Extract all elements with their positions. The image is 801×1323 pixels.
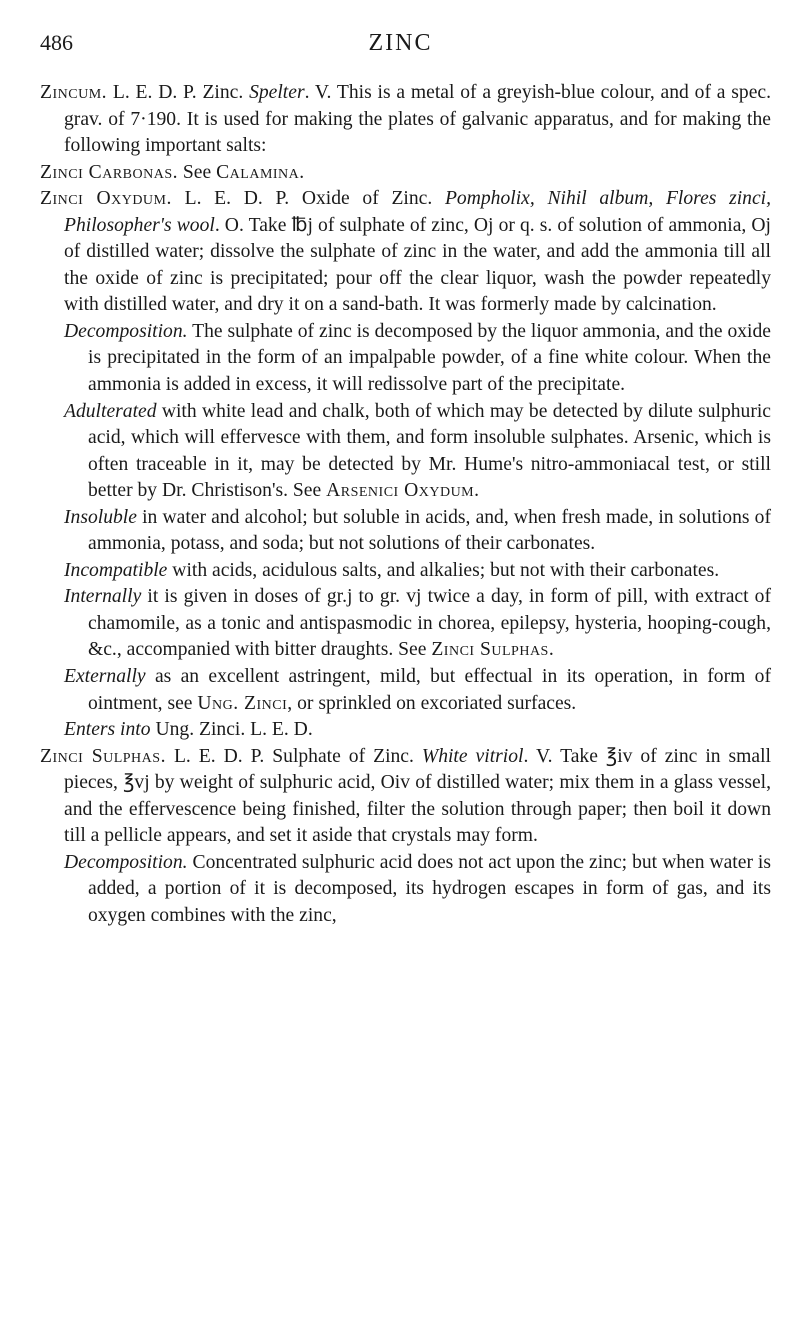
entry-term: Zincum.	[40, 82, 108, 103]
entry-synonym: Spelter	[249, 82, 305, 103]
entry-zinci-sulphas: Zinci Sulphas. L. E. D. P. Sulphate of Zinc. White vitriol. V. Take ℥iv of zinc in small pieces, ℥vj by weight of sulphuric acid, Oiv of distilled water; mix them in a glass vessel, and the effervescence being finished, filter the solution through paper; then boil it down till a pellicle appears, and set it aside that crystals may form.	[40, 745, 771, 847]
page-number: 486	[40, 30, 73, 55]
entry-term: Zinci Carbonas.	[40, 161, 179, 183]
subentry-label: Decomposition.	[64, 320, 188, 342]
entry-term: Zinci Sulphas.	[40, 745, 166, 767]
cross-reference: Zinci Sulphas.	[431, 639, 555, 661]
subentry-insoluble: Insoluble in water and alcohol; but soluble in acids, and, when fresh made, in solutions of ammonia, potass, and soda; but not solutions of their carbonates.	[64, 506, 771, 555]
subentry-label: Internally	[64, 586, 142, 608]
entry-term: Zinci Oxydum.	[40, 188, 172, 210]
subentry-enters-into: Enters into Ung. Zinci. L. E. D.	[64, 719, 313, 741]
subentry-label: Insoluble	[64, 506, 137, 528]
entry-zinci-oxydum: Zinci Oxydum. L. E. D. P. Oxide of Zinc. Pompholix, Nihil album, Flores zinci, Philosopher's wool. O. Take ℔j of sulphate of zinc, Oj or q. s. of solution of ammonia, Oj of distilled water; dissolve the sulphate of zinc in the water, and add the ammonia till all the oxide of zinc is precipitated; pour off the clear liquor, wash the powder repeatedly with distilled water, and dry it on a sand-bath. It was formerly made by calcination.	[40, 188, 772, 316]
subentry-adulterated: Adulterated with white lead and chalk, both of which may be detected by dilute sulphuric acid, which will effervesce with them, and form insoluble sulphates. Arsenic, which is often traceable in it, may be detected by Mr. Hume's nitro-ammoniacal test, or still better by Dr. Christison's. See Arsenici Oxydum.	[64, 400, 771, 502]
subentry-incompatible: Incompatible with acids, acidulous salts, and alkalies; but not with their carbonates.	[64, 559, 720, 581]
subentry-label: Enters into	[64, 719, 151, 741]
running-title: ZINC	[368, 30, 433, 56]
subentry-decomposition: Decomposition. Concentrated sulphuric acid does not act upon the zinc; but when water is added, a portion of it is decomposed, its hydrogen escapes in form of gas, and its oxygen combines with the zinc,	[64, 851, 771, 926]
entry-zincum: Zincum. L. E. D. P. Zinc. Spelter. V. This is a metal of a greyish-blue colour, and of a spec. grav. of 7·190. It is used for making the plates of galvanic apparatus, and for making the following important salts:	[40, 82, 771, 157]
entry-synonym: White vitriol	[421, 745, 524, 767]
subentry-internally: Internally it is given in doses of gr.j to gr. vj twice a day, in form of pill, with extract of chamomile, as a tonic and antispasmodic in chorea, epilepsy, hysteria, hooping-cough, &c., accompanied with bitter draughts. See Zinci Sulphas.	[64, 586, 771, 661]
subentry-label: Adulterated	[64, 400, 157, 422]
entry-zinci-carbonas: Zinci Carbonas. See Calamina.	[40, 161, 305, 183]
subentry-decomposition: Decomposition. The sulphate of zinc is decomposed by the liquor ammonia, and the oxide is precipitated in the form of an impalpable powder, of a fine white colour. When the ammonia is added in excess, it will redissolve part of the precipitate.	[64, 320, 771, 396]
page-body	[40, 80, 771, 930]
cross-reference: Ung. Zinci	[197, 692, 288, 714]
entry-synonym: Pompholix, Nihil album, Flores zinci, Philosopher's wool	[64, 188, 772, 236]
subentry-label: Externally	[64, 666, 146, 688]
subentry-label: Incompatible	[64, 559, 168, 581]
cross-reference: Calamina.	[216, 161, 305, 183]
cross-reference: Arsenici Oxydum.	[326, 480, 480, 502]
subentry-label: Decomposition.	[64, 851, 188, 873]
subentry-externally: Externally as an excellent astringent, mild, but effectual in its operation, in form of ointment, see Ung. Zinci, or sprinkled on excoriated surfaces.	[64, 666, 771, 714]
page-header	[40, 30, 761, 70]
